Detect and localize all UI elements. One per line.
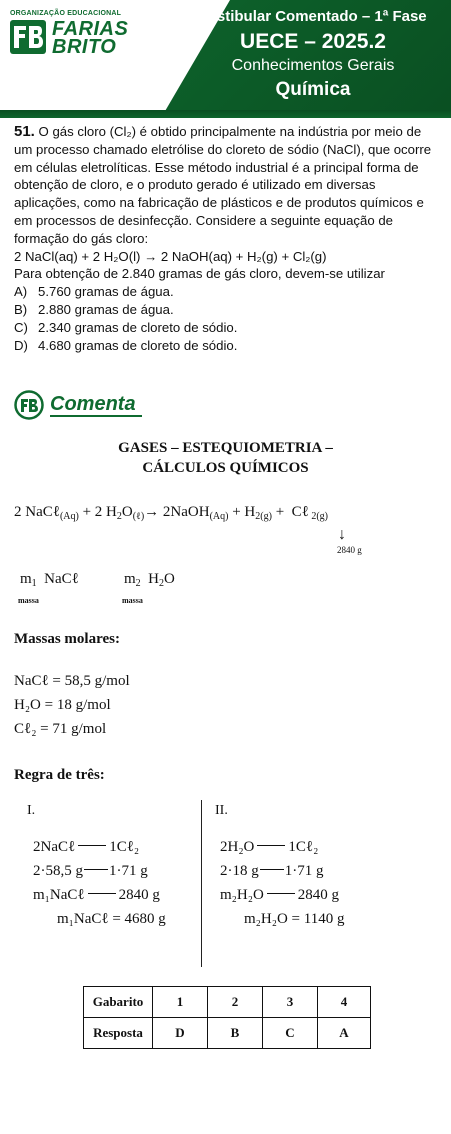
- col1-row2: [33, 863, 148, 880]
- question-number: 51.: [14, 123, 35, 140]
- table-cell: D: [153, 1018, 208, 1049]
- col2-row1: [220, 839, 318, 856]
- column-ii-label: II.: [215, 803, 228, 818]
- table-header-cell: 1: [153, 987, 208, 1018]
- col1-r1-left: 2NaCℓ: [33, 839, 76, 855]
- col2-r1-right: 1Cℓ₂: [288, 839, 319, 855]
- m1-nacl-label: $m_1$ NaCℓ: [20, 571, 79, 589]
- proportion-dash: [78, 845, 106, 846]
- option-letter: B): [14, 301, 28, 317]
- table-header-cell: 2: [208, 987, 263, 1018]
- proportion-dash: [88, 893, 116, 894]
- col2-r2-left: 2·18 g: [220, 863, 259, 879]
- option-text: 2.340 gramas de cloreto de sódio.: [38, 319, 238, 335]
- table-row: [84, 1018, 371, 1049]
- farias-brito-logo-icon: [10, 20, 46, 54]
- col2-r2-right: 1·71 g: [284, 863, 324, 879]
- down-arrow-icon: ↓: [338, 526, 346, 543]
- option-a[interactable]: [14, 283, 440, 301]
- table-cell: A: [318, 1018, 371, 1049]
- table-header-cell: 3: [263, 987, 318, 1018]
- col2-row2: [220, 863, 324, 880]
- comenta-heading: [14, 390, 142, 420]
- col1-r1-right: 1Cℓ₂: [109, 839, 140, 855]
- question-block: [14, 123, 440, 354]
- table-header-cell: Gabarito: [84, 987, 153, 1018]
- rule-of-three-heading: Regra de três:: [14, 767, 105, 783]
- molar-mass-h2o: H₂O = 18 g/mol: [14, 697, 111, 713]
- logo-word-brito: BRITO: [52, 36, 117, 58]
- proportion-dash: [260, 869, 284, 870]
- proportion-dash: [267, 893, 295, 894]
- question-statement: [14, 123, 440, 248]
- chlorine-mass-label: 2840 g: [337, 545, 362, 555]
- comenta-logo-icon: [14, 390, 44, 420]
- table-cell: B: [208, 1018, 263, 1049]
- option-letter: C): [14, 319, 28, 335]
- col1-r2-right: 1·71 g: [109, 863, 148, 879]
- molar-masses-heading: Massas molares:: [14, 631, 120, 647]
- table-cell: Resposta: [84, 1018, 153, 1049]
- col1-row1: [33, 839, 139, 856]
- header-section: Conhecimentos Gerais: [231, 57, 395, 74]
- m1-caption: massa: [18, 596, 39, 605]
- reaction-equation: 2 NaCℓ$_{(Aq)}$ + 2 $H_2O_{(\ell)}\to$ 2NaOH$_{(Aq)}$ + $H_{2(g)}$ + Cℓ $_{2(g)}$: [14, 504, 329, 522]
- option-text: 4.680 gramas de cloreto de sódio.: [38, 337, 238, 353]
- molar-mass-cl2: Cℓ₂ = 71 g/mol: [14, 721, 107, 737]
- option-text: 5.760 gramas de água.: [38, 284, 174, 300]
- col2-r1-left: 2H₂O: [220, 839, 255, 855]
- proportion-dash: [84, 869, 108, 870]
- proportion-dash: [257, 845, 285, 846]
- page-header: [0, 0, 451, 118]
- option-letter: D): [14, 337, 28, 353]
- col1-r2-left: 2·58,5 g: [33, 863, 83, 879]
- header-exam-name: UECE – 2025.2: [240, 30, 386, 53]
- question-equation: 2 NaCl(aq) + 2 H₂O(l) → 2 NaOH(aq) + H₂(g) + Cl₂(g): [14, 248, 327, 264]
- col2-result: m₂H₂O = 1140 g: [244, 911, 345, 927]
- col2-row3: [220, 887, 339, 904]
- header-subject: Química: [275, 79, 351, 100]
- col1-result: m₁NaCℓ = 4680 g: [57, 911, 166, 927]
- commentary-title-line2: CÁLCULOS QUÍMICOS: [142, 460, 309, 476]
- molar-mass-nacl: NaCℓ = 58,5 g/mol: [14, 673, 130, 689]
- question-text: O gás cloro (Cl₂) é obtido principalmente na indústria por meio de um processo chamado eletrólise do cloreto de sódio (NaCl), que ocorre em células eletrolíticas. Esse método industrial é a principal forma de obtenção de cloro, e o produto gerado é utilizado em diversas aplicações, como na fabricação de plásticos e de produtos químicos e em processos de desinfecção. Considere a seguinte equação de formação do gás cloro:: [14, 124, 432, 246]
- option-c[interactable]: [14, 319, 440, 337]
- commentary-title-line1: GASES – ESTEQUIOMETRIA –: [118, 440, 333, 456]
- question-prompt: Para obtenção de 2.840 gramas de gás cloro, devem-se utilizar: [14, 266, 385, 282]
- col2-r3-left: m₂H₂O: [220, 887, 264, 903]
- table-header-cell: 4: [318, 987, 371, 1018]
- logo-word-farias: FARIAS: [52, 18, 129, 40]
- col1-r3-right: 2840 g: [118, 887, 160, 903]
- column-i-label: I.: [27, 803, 36, 818]
- m2-h2o-label: $m_2$ $H_2O$: [124, 571, 175, 589]
- col2-r3-right: 2840 g: [297, 887, 340, 903]
- option-d[interactable]: [14, 337, 440, 355]
- answer-key-table: [83, 986, 371, 1049]
- header-bottom-band: [0, 110, 451, 118]
- header-exam-title: Vestibular Comentado – 1ª Fase: [199, 8, 427, 25]
- column-divider: [201, 800, 202, 967]
- option-b[interactable]: [14, 301, 440, 319]
- col1-r3-left: m₁NaCℓ: [33, 887, 85, 903]
- m2-caption: massa: [122, 596, 143, 605]
- table-cell: C: [263, 1018, 318, 1049]
- logo-org-text: ORGANIZAÇÃO EDUCACIONAL: [10, 10, 122, 17]
- option-text: 2.880 gramas de água.: [38, 301, 174, 317]
- option-letter: A): [14, 284, 28, 300]
- table-row: [84, 987, 371, 1018]
- col1-row3: [33, 887, 160, 904]
- comenta-label: Comenta: [50, 393, 142, 417]
